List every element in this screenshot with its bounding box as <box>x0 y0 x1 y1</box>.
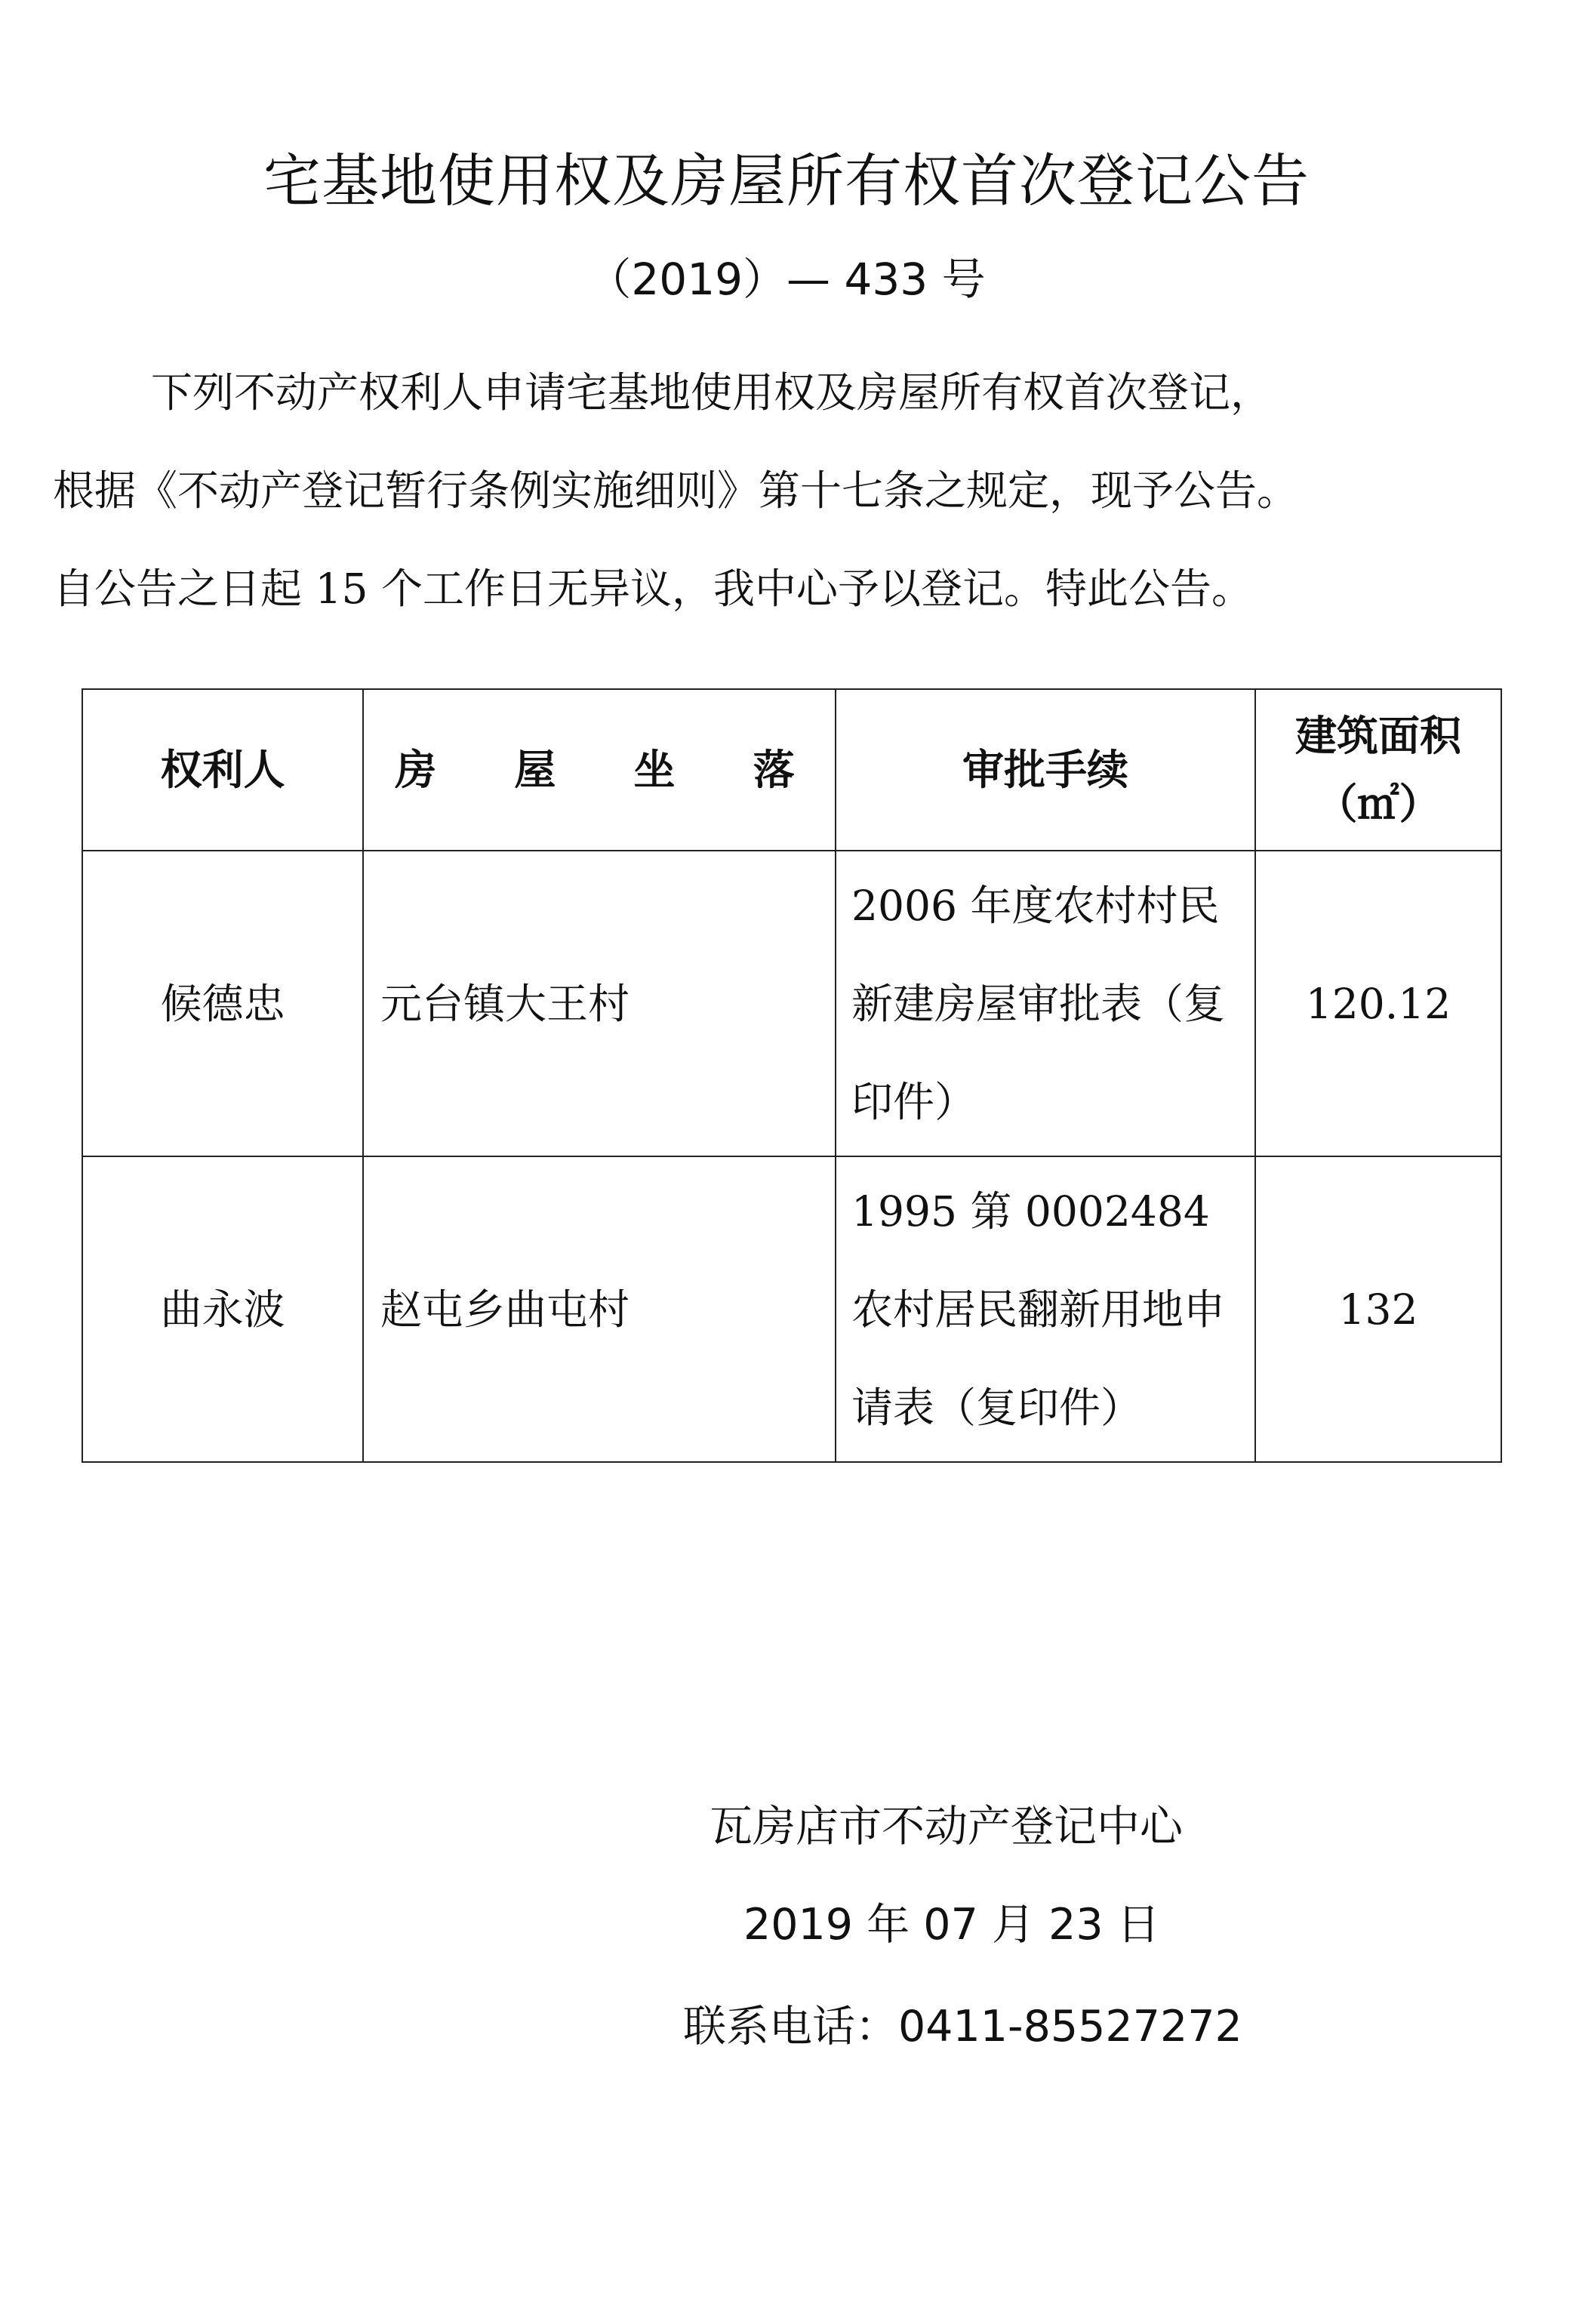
cell-approval <box>836 1156 1255 1462</box>
registration-table <box>82 688 1502 1463</box>
notice-paragraph-line-1: 下列不动产权利人申请宅基地使用权及房屋所有权首次登记， <box>151 368 1273 417</box>
cell-approval <box>836 851 1255 1156</box>
header-area-label: 建筑面积 <box>1294 712 1461 760</box>
header-area-unit: （㎡） <box>1316 780 1441 828</box>
issue-date: 2019 年 07 月 23 日 <box>743 1900 1160 1950</box>
cell-area: 120.12 <box>1255 851 1501 1156</box>
header-area <box>1255 689 1501 851</box>
cell-location: 赵屯乡曲屯村 <box>363 1156 836 1462</box>
notice-number: （2019）— 433 号 <box>587 254 986 305</box>
notice-paragraph-line-3: 自公告之日起 15 个工作日无异议，我中心予以登记。特此公告。 <box>53 565 1253 613</box>
table-row <box>82 851 1501 1156</box>
header-holder: 权利人 <box>82 689 363 851</box>
header-approval: 审批手续 <box>836 689 1255 851</box>
cell-holder: 曲永波 <box>82 1156 363 1462</box>
cell-approval-text: 2006 年度农村村民新建房屋审批表（复印件） <box>851 881 1226 1126</box>
header-location: 房 屋 坐 落 <box>363 689 836 851</box>
table-header-row <box>82 689 1501 851</box>
notice-paragraph-line-2: 根据《不动产登记暂行条例实施细则》第十七条之规定，现予公告。 <box>53 466 1299 515</box>
cell-area: 132 <box>1255 1156 1501 1462</box>
issuing-organization: 瓦房店市不动产登记中心 <box>710 1802 1183 1852</box>
cell-approval-text: 1995 第 0002484 农村居民翻新用地申请表（复印件） <box>851 1187 1226 1432</box>
notice-title: 宅基地使用权及房屋所有权首次登记公告 <box>263 147 1310 214</box>
cell-location: 元台镇大王村 <box>363 851 836 1156</box>
cell-holder: 候德忠 <box>82 851 363 1156</box>
table-row <box>82 1156 1501 1462</box>
contact-phone: 联系电话：0411-85527272 <box>683 2002 1242 2052</box>
